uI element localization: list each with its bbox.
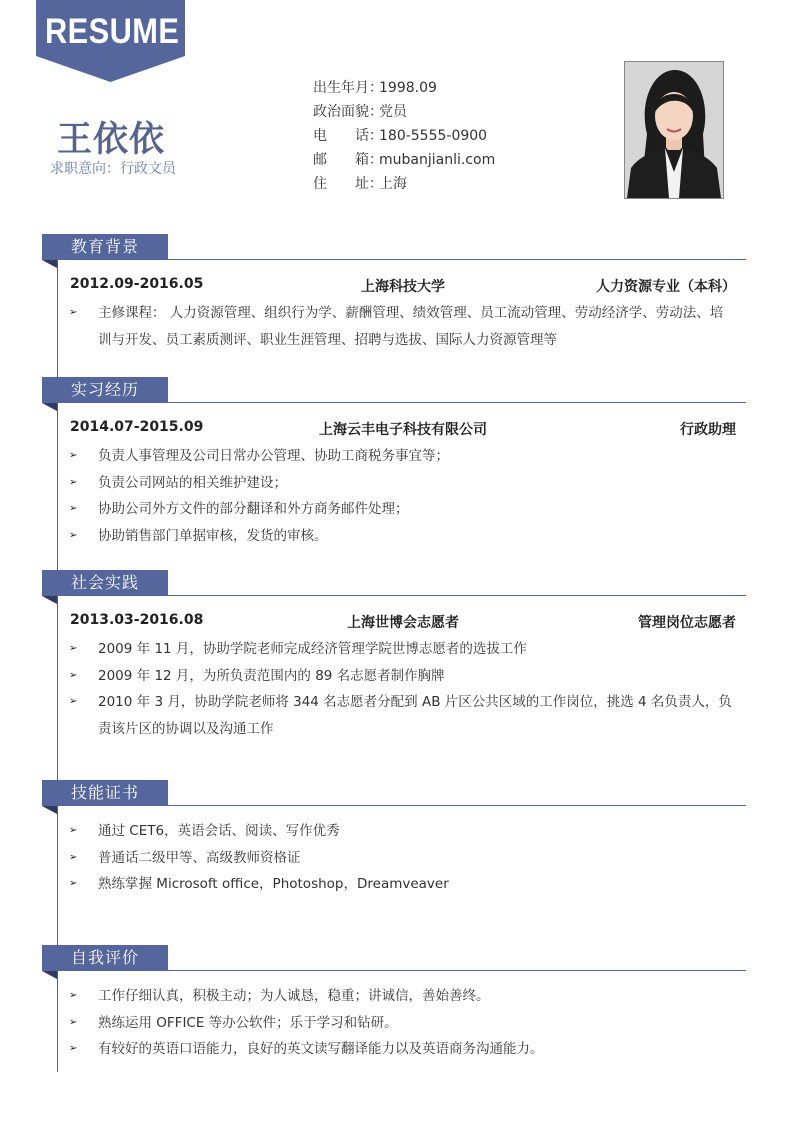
arrow-right-icon: ➢	[69, 669, 78, 681]
entry-date: 2014.07-2015.09	[70, 419, 204, 435]
list-item: ➢ 普通话二级甲等、高级教师资格证	[69, 845, 736, 872]
entry-header	[70, 419, 736, 439]
info-phone: 电 话：180-5555-0900	[313, 128, 488, 144]
arrow-right-icon: ➢	[69, 529, 78, 541]
section-header	[42, 570, 746, 604]
info-label: 邮 箱	[313, 152, 369, 168]
section-title: 技能证书	[42, 780, 168, 806]
section-self-assessment	[42, 945, 746, 1063]
arrow-right-icon: ➢	[69, 878, 78, 889]
info-value: 党员	[379, 104, 407, 120]
bullet-list	[69, 443, 736, 549]
job-intent: 求职意向：行政文员	[50, 161, 176, 177]
list-item: ➢ 主修课程： 人力资源管理、组织行为学、薪酬管理、绩效管理、员工流动管理、劳动经济学、劳动法、培训与开发、员工素质测评、职业生涯管理、招聘与选拔、国际人力资源管理等	[69, 300, 736, 353]
list-item: ➢ 协助公司外方文件的部分翻译和外方商务邮件处理；	[69, 496, 736, 523]
list-item: ➢ 熟练掌握 Microsoft office，Photoshop，Dreamveaver	[69, 871, 736, 898]
list-item: ➢ 负责人事管理及公司日常办公管理、协助工商税务事宜等；	[69, 443, 736, 470]
arrow-right-icon: ➢	[69, 851, 78, 863]
person-name: 王依依	[57, 120, 166, 160]
info-politics: 政治面貌：党员	[313, 104, 407, 120]
list-item: ➢ 有较好的英语口语能力，良好的英文读写翻译能力以及英语商务沟通能力。	[69, 1036, 736, 1063]
bullet-list	[69, 636, 736, 742]
arrow-right-icon: ➢	[69, 990, 78, 1001]
info-label: 住 址	[313, 176, 369, 192]
arrow-right-icon: ➢	[69, 825, 78, 836]
arrow-right-icon: ➢	[69, 1043, 78, 1054]
list-item: ➢ 负责公司网站的相关维护建设；	[69, 470, 736, 497]
section-education	[42, 234, 746, 353]
section-header	[42, 377, 746, 411]
arrow-right-icon: ➢	[69, 643, 78, 654]
info-label: 政治面貌	[313, 104, 369, 120]
entry-date: 2013.03-2016.08	[70, 612, 204, 628]
entry-date: 2012.09-2016.05	[70, 276, 204, 292]
list-item: ➢ 2009 年 11 月，协助学院老师完成经济管理学院世博志愿者的选拔工作	[69, 636, 736, 663]
entry-org: 上海世博会志愿者	[347, 615, 459, 631]
entry-role: 管理岗位志愿者	[638, 615, 736, 631]
person-portrait-icon	[625, 62, 723, 198]
arrow-right-icon: ➢	[69, 696, 78, 707]
arrow-right-icon: ➢	[69, 307, 78, 318]
arrow-right-icon: ➢	[69, 450, 78, 461]
section-divider	[168, 402, 746, 403]
entry-role: 行政助理	[680, 422, 736, 438]
bullet-list	[69, 300, 736, 353]
resume-banner	[36, 0, 185, 82]
section-divider	[168, 970, 746, 971]
arrow-right-icon: ➢	[69, 476, 78, 488]
entry-org: 上海云丰电子科技有限公司	[319, 422, 487, 438]
list-item: ➢ 通过 CET6，英语会话、阅读、写作优秀	[69, 818, 736, 845]
section-title: 教育背景	[42, 234, 168, 260]
personal-info	[313, 78, 495, 198]
section-title: 社会实践	[42, 570, 168, 596]
section-title: 实习经历	[42, 377, 168, 403]
section-divider	[168, 805, 746, 806]
section-skills	[42, 780, 746, 898]
entry-role: 人力资源专业（本科）	[596, 279, 736, 295]
info-label: 出生年月	[313, 80, 369, 96]
section-social-practice	[42, 570, 746, 742]
info-label: 电 话	[313, 128, 369, 144]
info-value: 1998.09	[379, 80, 437, 96]
arrow-right-icon: ➢	[69, 503, 78, 514]
info-value: 上海	[379, 176, 407, 192]
info-value: mubanjianli.com	[379, 152, 496, 168]
list-item: ➢ 2009 年 12 月，为所负责范围内的 89 名志愿者制作胸牌	[69, 663, 736, 690]
section-title: 自我评价	[42, 945, 168, 971]
list-item: ➢ 协助销售部门单据审核，发货的审核。	[69, 523, 736, 550]
section-header	[42, 780, 746, 814]
section-header	[42, 234, 746, 268]
profile-photo	[624, 61, 724, 199]
list-item: ➢ 工作仔细认真，积极主动；为人诚恳，稳重；讲诚信，善始善终。	[69, 983, 736, 1010]
entry-header	[70, 276, 736, 296]
section-internship	[42, 377, 746, 549]
arrow-right-icon: ➢	[69, 1016, 78, 1028]
info-birth: 出生年月：1998.09	[313, 80, 437, 96]
section-divider	[168, 259, 746, 260]
info-email: 邮 箱：mubanjianli.com	[313, 152, 496, 168]
bullet-list	[69, 818, 736, 898]
entry-org: 上海科技大学	[361, 279, 445, 295]
info-address: 住 址：上海	[313, 176, 407, 192]
section-header	[42, 945, 746, 979]
entry-header	[70, 612, 736, 632]
list-item: ➢ 2010 年 3 月，协助学院老师将 344 名志愿者分配到 AB 片区公共区域的工作岗位，挑选 4 名负责人，负责该片区的协调以及沟通工作	[69, 689, 736, 742]
section-divider	[168, 595, 746, 596]
list-item: ➢ 熟练运用 OFFICE 等办公软件；乐于学习和钻研。	[69, 1010, 736, 1037]
banner-title: RESUME	[44, 12, 180, 51]
bullet-list	[69, 983, 736, 1063]
info-value: 180-5555-0900	[379, 128, 488, 144]
